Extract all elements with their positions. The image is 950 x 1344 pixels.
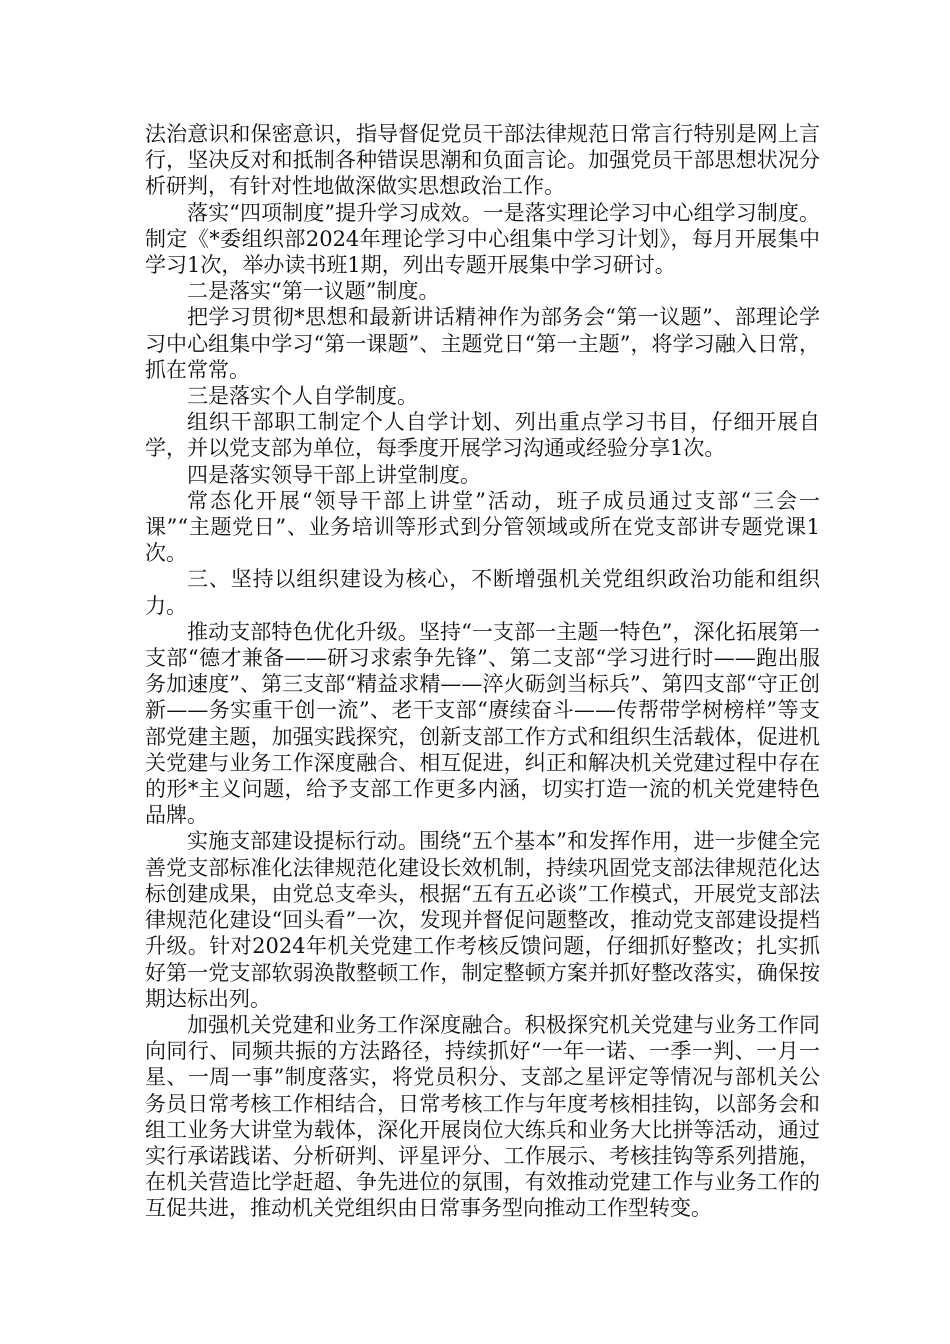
document-body	[145, 121, 820, 1222]
paragraph-first-topic: 把学习贯彻*思想和最新讲话精神作为部务会“第一议题”、部理论学习中心组集中学习“第一课题”、主题党日“第一主题”，将学习融入日常，抓在常常。	[145, 305, 820, 382]
paragraph-four-systems: 落实“四项制度”提升学习成效。一是落实理论学习中心组学习制度。制定《*委组织部2024年理论学习中心组集中学习计划》，每月开展集中学习1次，举办读书班1期，列出专题开展集中学习研讨。	[145, 200, 820, 278]
paragraph-lecture: 常态化开展“领导干部上讲堂”活动，班子成员通过支部“三会一课”“主题党日”、业务培训等形式到分管领域或所在党支部讲专题党课1次。	[145, 488, 820, 566]
paragraph-branch-standards: 实施支部建设提标行动。围绕“五个基本”和发挥作用，进一步健全完善党支部标准化法律规范化建设长效机制，持续巩固党支部法律规范化达标创建成果，由党总支牵头，根据“五有五必谈”工作模式，开展党支部法律规范化建设“回头看”一次，发现并督促问题整改，推动党支部建设提档升级。针对2024年机关党建工作考核反馈问题，仔细抓好整改；扎实抓好第一党支部软弱涣散整顿工作，制定整顿方案并抓好整改落实，确保按期达标出列。	[145, 829, 820, 1011]
paragraph-self-study-heading: 三是落实个人自学制度。	[187, 384, 418, 409]
paragraph-branch-features: 推动支部特色优化升级。坚持“一支部一主题一特色”，深化拓展第一支部“德才兼备——研习求索争先锋”、第二支部“学习进行时——跑出服务加速度”、第三支部“精益求精——淬火砺剑当标兵”、第四支部“守正创新——务实重干创一流”、老干支部“赓续奋斗——传帮带学树榜样”等支部党建主题，加强实践探究，创新支部工作方式和组织生活载体，促进机关党建与业务工作深度融合、相互促进，纠正和解决机关党建过程中存在的形*主义问题，给予支部工作更多内涵，切实打造一流的机关党建特色品牌。	[145, 619, 820, 828]
paragraph-integration: 加强机关党建和业务工作深度融合。积极探究机关党建与业务工作同向同行、同频共振的方法路径，持续抓好“一年一诺、一季一判、一月一星、一周一事”制度落实，将党员积分、支部之星评定等情况与部机关公务员日常考核工作相结合，日常考核工作与年度考核相挂钩，以部务会和组工业务大讲堂为载体，深化开展岗位大练兵和业务大比拼等活动，通过实行承诺践诺、分析研判、评星评分、工作展示、考核挂钩等系列措施，在机关营造比学赶超、争先进位的氛围，有效推动党建工作与业务工作的互促共进，推动机关党组织由日常事务型向推动工作型转变。	[145, 1012, 820, 1221]
section-heading-organization: 三、坚持以组织建设为核心，不断增强机关党组织政治功能和组织力。	[145, 567, 820, 618]
paragraph-lecture-heading: 四是落实领导干部上讲堂制度。	[187, 462, 481, 487]
paragraph-continuation: 法治意识和保密意识，指导督促党员干部法律规范日常言行特别是网上言行，坚决反对和抵制各种错误思潮和负面言论。加强党员干部思想状况分析研判，有针对性地做深做实思想政治工作。	[145, 122, 820, 199]
paragraph-self-study: 组织干部职工制定个人自学计划、列出重点学习书目，仔细开展自学，并以党支部为单位，每季度开展学习沟通或经验分享1次。	[145, 410, 820, 461]
paragraph-first-topic-heading: 二是落实“第一议题”制度。	[187, 279, 440, 304]
